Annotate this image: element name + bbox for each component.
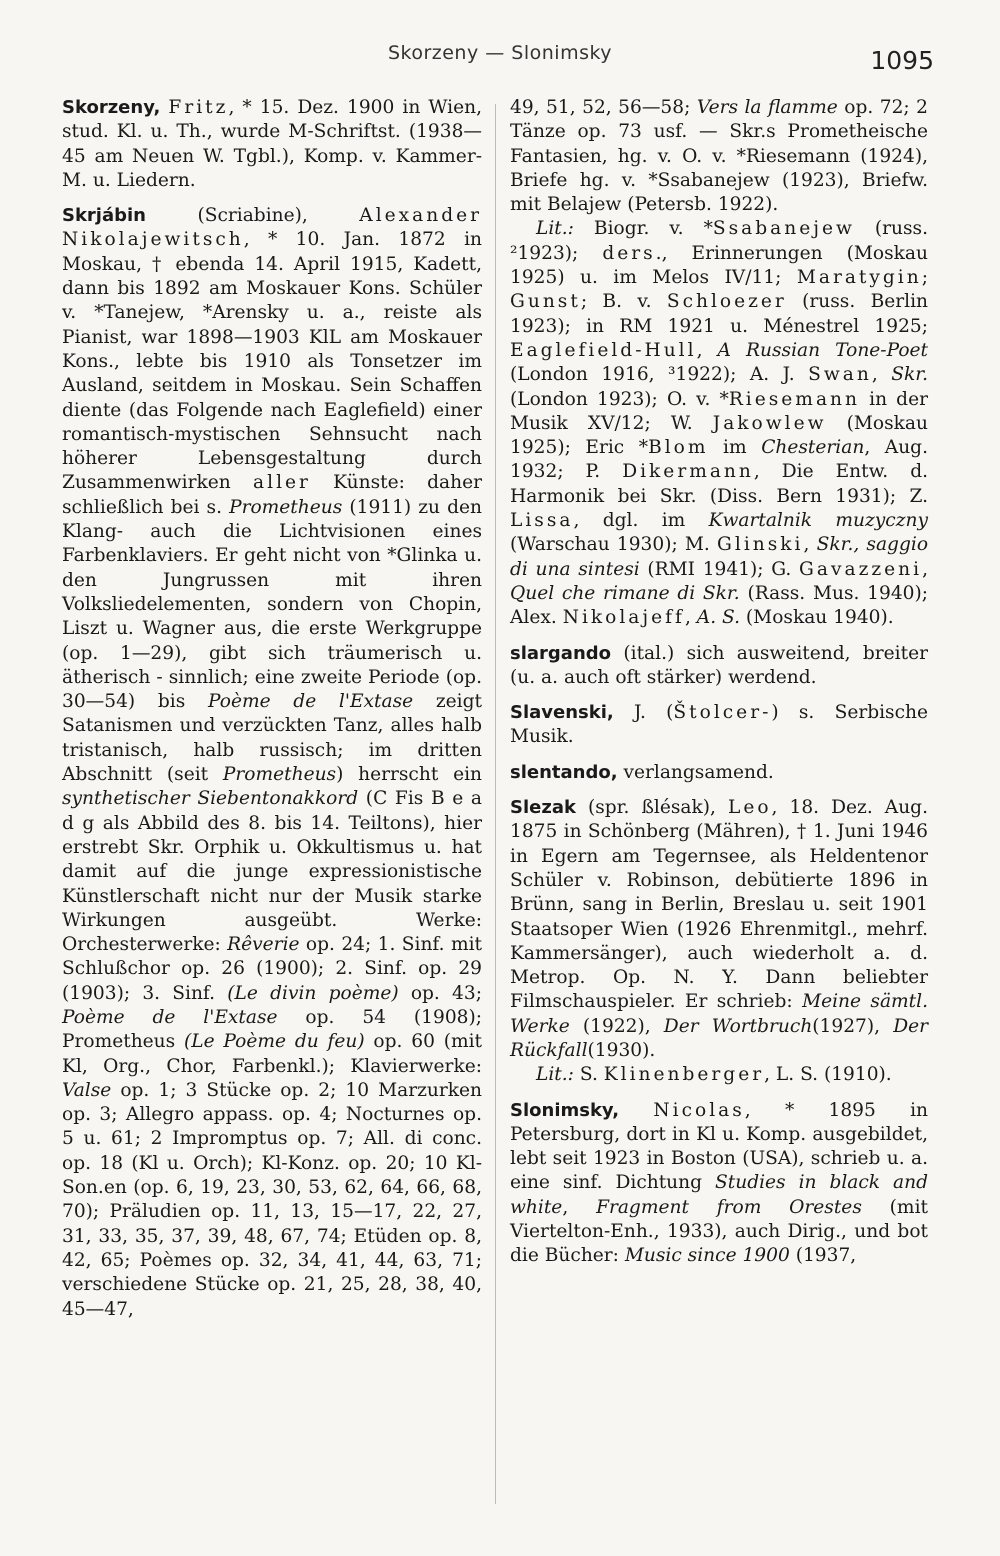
work-title: Der Rückfall [510,1015,928,1061]
entry-text: (Scriabine), [146,205,360,227]
work-title: Fragment from Orestes [596,1196,862,1218]
work-title: Studies in black and white [510,1172,929,1218]
entry-text: ) s. Serbische Musik. [510,702,928,748]
literature-section [510,1063,928,1087]
entry-text: (russ. ²1923); [510,218,928,264]
author-name: Ssabanejew [712,218,855,240]
work-title: Prometheus [222,764,337,786]
entry-text: ; [921,267,928,289]
entry-slentando [510,761,928,785]
author-name: Schloezer [666,291,787,313]
entry-slonimsky [510,1099,928,1269]
author-name: Jakowlew [712,412,827,434]
entry-text: op. 43; [398,982,482,1004]
entry-text: (C Fis B e a d g als Abbild des 8. bis 14. Teiltons), hier erstrebt Skr. Orphik u. Okkultismus u. hat damit auf die junge expressionistische Künstlerschaft nicht nur der Musik starke Wirkungen ausgeübt. Werke: Orchesterwerke: [62,788,482,956]
entry-text: , * 1895 in Petersburg, dort in Kl u. Komp. ausgebildet, lebt seit 1923 in Boston (USA), schrieb u. a. eine sinf. Dichtung [510,1099,928,1194]
work-title: Prometheus [229,496,343,518]
author-name: Eaglefield-Hull [510,339,697,361]
work-title: Meine sämtl. Werke [510,991,928,1037]
headword: slentando, [510,761,618,783]
lit-label: Lit.: [536,1064,574,1086]
entry-text: (1930). [587,1039,656,1061]
entry-text: (mit Viertelton-Enh., 1933), auch Dirig., und bot die Bücher: [510,1196,928,1267]
entry-text: (1927), [812,1015,894,1037]
author-name: Swan [808,364,872,386]
headword: Slavenski, [510,702,614,724]
author-name: Maratygin [796,267,922,289]
person-name: Leo [727,797,772,819]
author-name: Glinski [717,534,804,556]
entry-text: , dgl. im [573,510,709,532]
entry-text: , [696,339,718,361]
work-title: Der Wortbruch [663,1015,813,1037]
entry-text: op. 24; 1. Sinf. mit Schlußchor op. 26 (1900); 2. Sinf. op. 29 (1903); 3. Sinf. [62,934,482,1004]
work-title: Rêverie [227,934,300,956]
entry-text: in der Musik XV/12; W. [510,388,928,434]
entry-text: ., Erinnerungen (Moskau 1925) u. im Melos IV/11; [510,242,928,289]
work-title: Poème de l'Extase [62,1006,278,1028]
entry-text: , Aug. 1932; P. [510,437,928,483]
lit-label: Lit.: [536,218,574,240]
person-name: Nicolas [653,1099,745,1121]
author-name: Lissa [510,510,574,532]
entry-text: , * 10. Jan. 1872 in Moskau, † ebenda 14. April 1915, Kadett, dann bis 1892 am Moskauer Kons. Schüler v. *Tanejew, *Arensky u. a., reiste als Pianist, war 1898—1903 KlL am Moskauer Kons., lebte bis 1910 als Tonsetzer im Ausland, seitdem in Moskau. Sein Schaffen diente (das Folgende nach Eaglefield) einer romantisch-mystischen Sehnsucht nach höherer Lebensgestaltung durch Zusammenwirken [62,229,482,494]
entry-text: , [871,364,892,386]
entry-text: (Rass. Mus. 1940); Alex. [510,582,929,629]
entry-text: (spr. ßlésak), [575,797,728,819]
work-title: A Russian Tone-Poet [717,339,929,361]
author-name: Klinenberger [603,1064,765,1086]
author-name: Gunst [510,291,581,313]
person-name: Štolcer- [673,702,772,724]
entry-text: op. 1; 3 Stücke op. 2; 10 Marzurken op. 3; Allegro appass. op. 4; Nocturnes op. 5 u. 61; 2 Impromptus op. 7; All. di conc. op. 18 (Kl u. Orch); Kl-Konz. op. 20; 10 Kl-Son.en (op. 6, 19, 23, 30, 53, 62, 64, 66, 68, 70); Präludien op. 11, 13, 15—17, 22, 27, 31, 33, 35, 37, 39, 48, 67, 74; Etüden op. 8, 42, 65; Poèmes op. 32, 34, 41, 44, 63, 71; verschiedene Stücke op. 21, 25, 28, 38, 40, 45—47, [62,1079,482,1320]
work-title: (Le divin poème) [227,982,399,1004]
author-name: Gavazzeni [799,558,923,580]
entry-skrjabin [62,204,482,1322]
entry-text: , L. S. (1910). [764,1064,892,1086]
entry-text: (London 1916, ³1922); A. J. [510,364,809,386]
author-name: Dikermann [622,461,754,483]
work-title: Skr., saggio di una sintesi [510,534,929,580]
work-title: Kwartalnik muzyczny [708,510,928,532]
entry-text: op. 72; 2 Tänze op. 73 usf. — Skr.s Prometheische Fantasien, hg. v. O. v. *Riesemann (1924), Briefe hg. v. *Ssabanejew (1923), Briefw. mit Belajew (Petersb. 1922). [510,97,928,216]
entry-text: (RMI 1941); G. [639,558,800,580]
entry-text: , [562,1196,597,1218]
work-title: Vers la flamme [696,97,838,118]
entry-slavenski [510,701,928,750]
person-name: Fritz [168,97,229,118]
entry-text: zeigt Satanismen und verzückten Tanz, alles halb tristanisch, halb russisch; im dritten Abschnitt (seit [62,691,482,786]
work-title: Skr. [891,364,928,386]
column-divider [495,104,496,1504]
headword: slargando [510,642,612,664]
entry-text: (London 1923); O. v. * [510,388,729,410]
entry-text: Biogr. v. * [573,218,713,240]
work-title: A. S. [696,607,740,629]
entry-text: verlangsamend. [617,761,774,783]
entry-text: 49, 51, 52, 56—58; [510,97,697,118]
author-name: Riesemann [728,388,860,410]
entry-slezak [510,796,928,1088]
work-title: Quel che rimane di Skr. [510,582,740,604]
entry-text: , 18. Dez. Aug. 1875 in Schönberg (Mähren), † 1. Juni 1946 in Egern am Tegernsee, als Heldentenor Schüler v. Robinson, debütierte 1896 in Brünn, sang in Berlin, Breslau u. seit 1901 Staatsoper Wien (1926 Ehrenmitgl., mehrf. Kammersänger), auch wiederholt a. d. Metrop. Op. N. Y. Dann beliebter Filmschauspieler. Er schrieb: [510,797,928,1013]
entry-text: Künste: daher schließlich bei s. [62,472,482,518]
entry-text: (Warschau 1930); M. [510,534,718,556]
literature-section [510,217,928,630]
headword: Skorzeny, [62,97,161,118]
entry-text: , [803,534,817,556]
entry-text: op. 54 (1908); Prometheus [62,1006,482,1053]
entry-text: (1937, [789,1245,857,1267]
author-name: Blom [648,437,709,459]
entry-text: , * 15. Dez. 1900 in Wien, stud. Kl. u. Th., wurde M-Schriftst. (1938—45 am Neuen W. Tgbl.), Komp. v. Kammer-M. u. Liedern. [62,97,482,191]
entry-text: (russ. Berlin 1923); in RM 1921 u. Ménestrel 1925; [510,291,928,337]
work-title: Poème de l'Extase [208,691,414,713]
term: synthetischer Siebentonakkord [62,788,359,810]
right-column [510,96,928,1280]
entry-text: op. 60 (mit Kl, Org., Chor, Farbenkl.); Klavierwerke: [62,1031,483,1077]
left-column [62,96,482,1333]
work-title: Chesterian [761,437,865,459]
person-name: Alexander Nikolajewitsch [62,205,482,251]
entry-text: (ital.) sich ausweitend, breiter (u. a. auch oft stärker) werdend. [510,642,928,688]
headword: Slezak [510,797,576,819]
entry-text: (Moskau 1925); Eric * [510,412,928,459]
work-title: Music since 1900 [624,1245,790,1267]
entry-text: im [708,437,762,459]
running-header: Skorzeny — Slonimsky [387,42,613,64]
entry-slargando [510,642,928,691]
entry-skorzeny [62,96,482,193]
entry-text: (1911) zu den Klang- auch die Lichtvisionen eines Farbenklaviers. Er geht nicht von *Glinka u. den Jungrussen mit ihren Volksliedelementen, sondern von Chopin, Liszt u. Wagner aus, die erste Werkgruppe (op. 1—29), gibt sich träumerisch u. ätherisch - sinnlich; eine zweite Periode (op. 30—54) bis [62,496,482,713]
page-number: 1095 [870,46,934,75]
work-title: (Le Poème du feu) [184,1031,365,1053]
author-name: ders [602,242,656,264]
entry-text: ) herrscht ein [336,764,482,786]
work-title: Valse [62,1079,112,1101]
entry-text: , Die Entw. d. Harmonik bei Skr. (Diss. Bern 1931); Z. [510,461,929,507]
headword: Slonimsky, [510,1099,620,1121]
entry-skrjabin-continued [510,96,928,631]
entry-text: (Moskau 1940). [740,607,894,629]
entry-text: J. ( [613,702,674,724]
entry-text: , [922,558,929,580]
entry-text: (1922), [569,1015,664,1037]
entry-text: ; B. v. [580,291,667,313]
headword: Skrjábin [62,205,146,227]
author-name: Nikolajeff [562,607,685,629]
entry-text: S. [573,1064,604,1086]
spaced-word: aller [253,472,311,494]
entry-text: , [684,607,697,629]
